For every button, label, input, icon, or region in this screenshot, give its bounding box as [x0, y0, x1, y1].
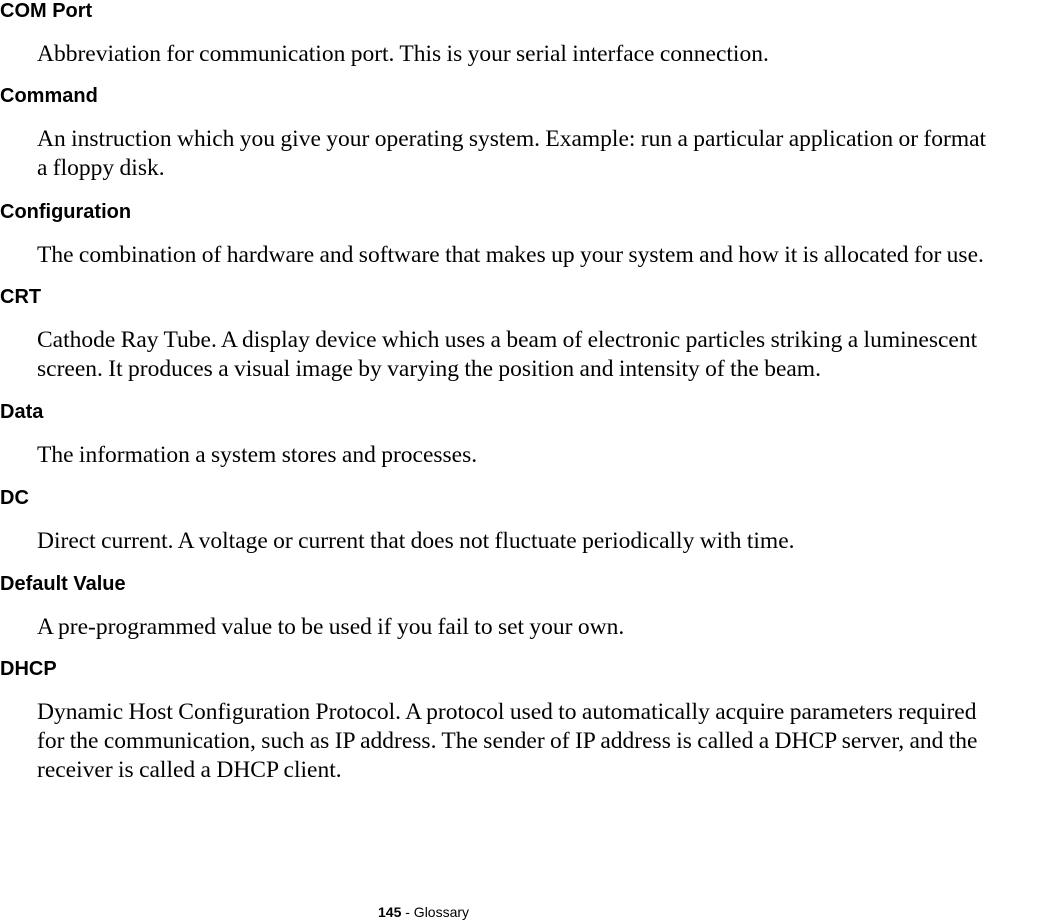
entry-definition — [37, 613, 1043, 642]
entry-definition — [37, 125, 1043, 183]
glossary-entry-dhcp — [0, 658, 1043, 785]
definition-line: a floppy disk. — [37, 155, 165, 181]
entry-definition — [37, 40, 1043, 69]
definition-line: Direct current. A voltage or current that does not fluctuate periodically with time. — [37, 528, 795, 554]
definition-line: An instruction which you give your operating system. Example: run a particular application or format — [37, 126, 987, 152]
entry-term: CRT — [0, 286, 42, 308]
entry-term: Default Value — [0, 573, 126, 595]
glossary-entry-data — [0, 401, 1043, 470]
entry-term: COM Port — [0, 0, 93, 22]
entry-term: DHCP — [0, 658, 57, 680]
glossary-entry-configuration — [0, 201, 1043, 270]
page-number: 145 — [378, 904, 402, 920]
entry-term: Data — [0, 401, 44, 423]
entry-term: Configuration — [0, 201, 132, 223]
definition-line: for the communication, such as IP address. The sender of IP address is called a DHCP server, and the — [37, 728, 978, 754]
glossary-entry-dc — [0, 487, 1043, 556]
definition-line: Dynamic Host Configuration Protocol. A protocol used to automatically acquire parameters required — [37, 699, 977, 725]
entry-definition — [37, 241, 1043, 270]
footer-section-label: - Glossary — [401, 904, 470, 920]
glossary-entry-default-value — [0, 573, 1043, 642]
entry-term: Command — [0, 85, 98, 107]
entry-definition — [37, 527, 1043, 556]
definition-line: The combination of hardware and software that makes up your system and how it is allocated for use. — [37, 242, 984, 268]
entry-definition — [37, 698, 1043, 785]
definition-line: A pre-programmed value to be used if you fail to set your own. — [37, 614, 625, 640]
entry-definition — [37, 441, 1043, 470]
definition-line: The information a system stores and processes. — [37, 442, 478, 468]
entry-definition — [37, 326, 1043, 384]
definition-line: screen. It produces a visual image by varying the position and intensity of the beam. — [37, 356, 821, 382]
entry-term: DC — [0, 487, 29, 509]
glossary-entry-crt — [0, 286, 1043, 384]
page-footer — [378, 904, 469, 920]
glossary-entry-com-port — [0, 0, 1043, 69]
definition-line: receiver is called a DHCP client. — [37, 757, 342, 783]
definition-line: Cathode Ray Tube. A display device which uses a beam of electronic particles striking a luminescent — [37, 327, 978, 353]
definition-line: Abbreviation for communication port. This is your serial interface connection. — [37, 41, 769, 67]
glossary-entry-command — [0, 85, 1043, 183]
